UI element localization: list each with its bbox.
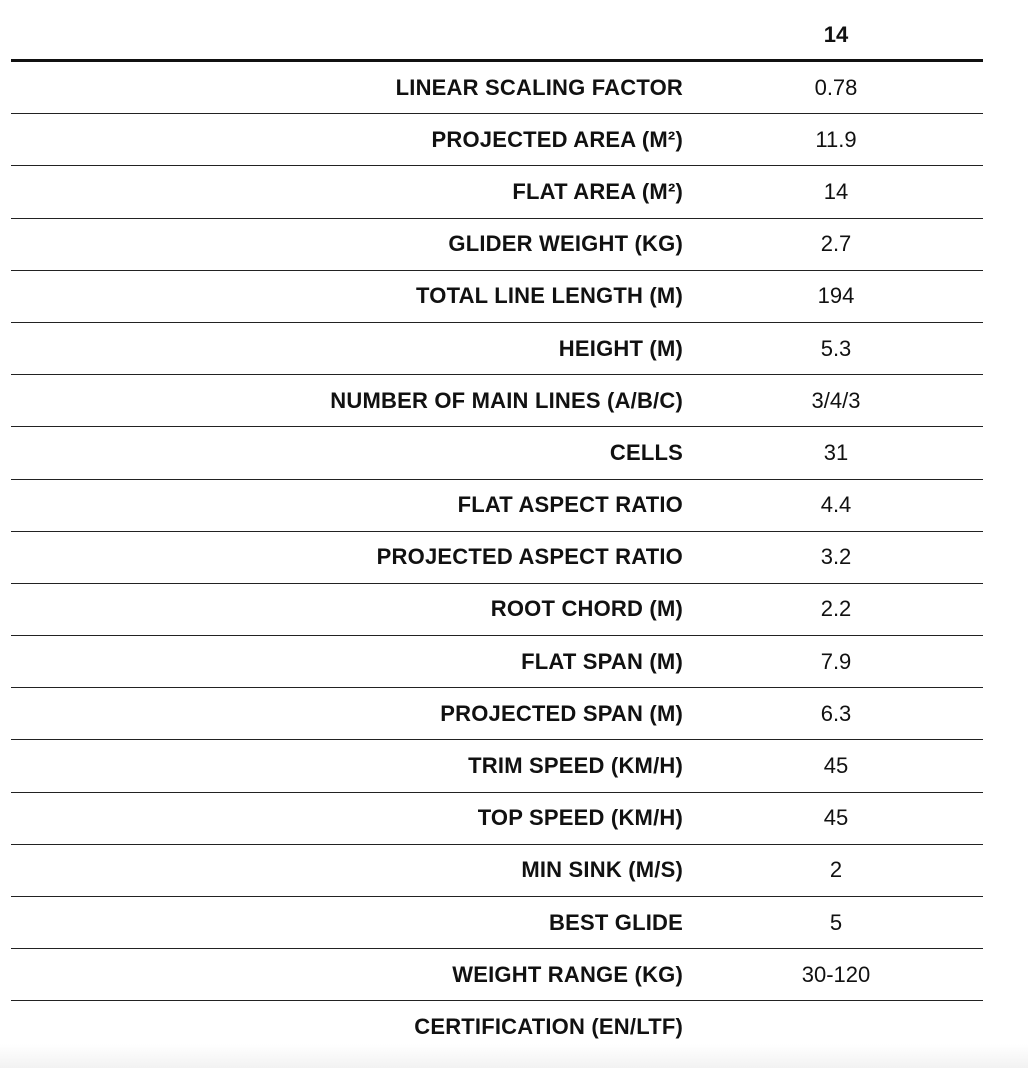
- row-value: 3/4/3: [811, 387, 861, 413]
- table-row: [11, 688, 983, 740]
- row-value: 11.9: [815, 126, 857, 152]
- table-row: [11, 1001, 983, 1053]
- table-row: [11, 166, 983, 218]
- row-value: [683, 1001, 989, 1053]
- table-row: [11, 427, 983, 479]
- row-value: 45: [823, 753, 849, 779]
- row-label: PROJECTED ASPECT RATIO: [376, 544, 683, 570]
- table-row: [11, 897, 983, 949]
- row-label: WEIGHT RANGE (KG): [452, 961, 683, 987]
- row-label: CELLS: [609, 439, 683, 465]
- row-label: FLAT AREA (M²): [512, 178, 683, 204]
- row-value: 4.4: [820, 492, 852, 518]
- row-label: ROOT CHORD (M): [490, 596, 683, 622]
- row-label: GLIDER WEIGHT (KG): [448, 231, 683, 257]
- row-value: 2: [829, 857, 843, 883]
- table-row: [11, 584, 983, 636]
- table-row: [11, 219, 983, 271]
- table-row: [11, 740, 983, 792]
- table-row: [11, 375, 983, 427]
- table-row: [11, 114, 983, 166]
- row-label: FLAT ASPECT RATIO: [457, 492, 683, 518]
- row-value: 6.3: [820, 700, 852, 726]
- row-label: BEST GLIDE: [548, 909, 683, 935]
- table-row: [11, 793, 983, 845]
- row-value: 0.78: [814, 74, 858, 100]
- row-label: LINEAR SCALING FACTOR: [395, 74, 683, 100]
- spec-table: [11, 0, 983, 1054]
- row-label: PROJECTED AREA (M²): [431, 126, 683, 152]
- row-value: 14: [823, 178, 849, 204]
- row-label: TOP SPEED (KM/H): [477, 805, 683, 831]
- row-value: 31: [823, 439, 849, 465]
- row-value: 5: [829, 909, 843, 935]
- row-label: FLAT SPAN (M): [521, 648, 683, 674]
- row-value: 45: [823, 805, 849, 831]
- table-header-row: [11, 0, 983, 62]
- row-value: 2.7: [820, 231, 852, 257]
- row-value: 2.2: [820, 596, 852, 622]
- row-value: 3.2: [820, 544, 852, 570]
- table-row: [11, 845, 983, 897]
- row-label: NUMBER OF MAIN LINES (A/B/C): [330, 387, 683, 413]
- row-label: TOTAL LINE LENGTH (M): [416, 283, 683, 309]
- row-value: 5.3: [820, 335, 852, 361]
- row-value: 7.9: [820, 648, 852, 674]
- row-label: TRIM SPEED (KM/H): [468, 753, 683, 779]
- table-row: [11, 62, 983, 114]
- row-label: HEIGHT (M): [558, 335, 683, 361]
- size-column-header: 14: [823, 22, 849, 47]
- table-body: [11, 62, 983, 1054]
- row-label: MIN SINK (M/S): [521, 857, 683, 883]
- row-value: 30-120: [801, 961, 871, 987]
- table-row: [11, 949, 983, 1001]
- table-row: [11, 323, 983, 375]
- row-value: 194: [817, 283, 855, 309]
- row-label: PROJECTED SPAN (M): [440, 700, 683, 726]
- row-label: CERTIFICATION (EN/LTF): [414, 1014, 683, 1040]
- table-row: [11, 636, 983, 688]
- table-row: [11, 480, 983, 532]
- table-row: [11, 271, 983, 323]
- table-row: [11, 532, 983, 584]
